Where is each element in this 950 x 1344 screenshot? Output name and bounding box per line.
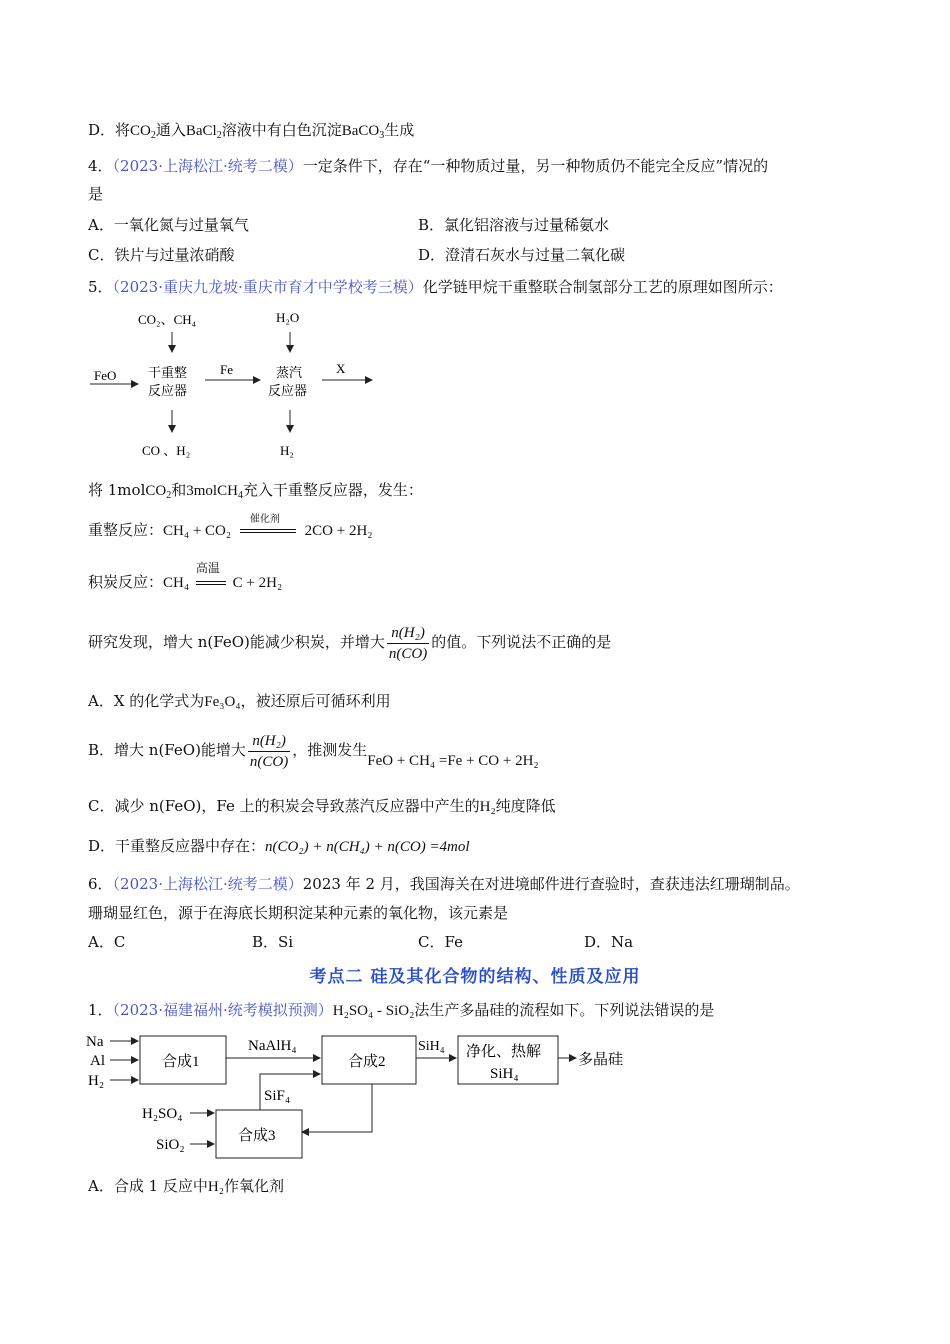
q5-source: （2023·重庆九龙坡·重庆市育才中学校考三模） xyxy=(112,278,423,296)
q5-option-d: D．干重整反应器中存在：n(CO₂) + n(CH₄) + n(CO) =4mol xyxy=(88,837,470,855)
flow-box1-label: 合成1 xyxy=(162,1054,200,1070)
q5-option-b: B．增大 n(FeO)能增大 $\frac{\text{n(H₂)}}{n(CO)}$ ，推测发生FeO + CH₄ =Fe + CO + 2H₂ xyxy=(88,732,539,770)
q5-option-c: C．减少 n(FeO)，Fe 上的积炭会导致蒸汽反应器中产生的H₂纯度降低 xyxy=(88,797,556,815)
q5-reaction-carbon: 积炭反应：CH₄ 高温 C + 2H₂ xyxy=(88,561,283,591)
flow-al: Al xyxy=(90,1053,105,1069)
q5-reactor2-line1: 蒸汽 xyxy=(276,365,303,380)
s2q1-option-a: A．合成 1 反应中H₂作氧化剂 xyxy=(88,1177,284,1195)
q5-finding: 研究发现，增大 n(FeO)能减少积炭，并增大 $\frac{\text{n(H₂)}}{n(CO)}$ 的值。下列说法不正确的是 xyxy=(88,624,612,662)
q5-reaction-reforming: 重整反应：CH₄ + CO₂ 催化剂 2CO + 2H₂ xyxy=(88,514,373,539)
q5-catalyst-arrow: 催化剂 xyxy=(236,520,300,540)
q6-option-d: D．Na xyxy=(584,933,634,951)
s2q1-stem: 1．（2023·福建福州·统考模拟预测）H₂SO₄ - SiO₂法生产多晶硅的流程如下。下列说法错误的是 xyxy=(88,1001,715,1019)
q5-feo-label: FeO xyxy=(94,368,117,383)
q3-option-d: D．将$CO_2$通入BaCl$_2$溶液中有白色沉淀BaCO$_3$生成 xyxy=(88,121,415,141)
s2q1-source: （2023·福建福州·统考模拟预测） xyxy=(112,1001,333,1019)
flow-box3-label: 合成3 xyxy=(238,1128,276,1144)
section-title: 考点二 硅及其化合物的结构、性质及应用 xyxy=(309,967,641,987)
baco3-formula: BaCO$_3$ xyxy=(341,123,385,141)
flow-h2so4: H₂SO₄ xyxy=(142,1106,183,1122)
flow-na: Na xyxy=(86,1034,104,1050)
q5-high-temp-equals: 高温 xyxy=(194,572,228,592)
q4-option-a: A．一氧化氮与过量氧气 xyxy=(88,216,249,234)
q6-option-b: B．Si xyxy=(252,933,294,951)
flow-h2: H₂ xyxy=(88,1073,105,1089)
flow-naalh4: NaAlH₄ xyxy=(248,1038,297,1054)
q5-reactor2-line2: 反应器 xyxy=(268,383,308,398)
q5-fe-label: Fe xyxy=(220,362,233,377)
q6-stem: 6．（2023·上海松江·统考二模）2023 年 2 月，我国海关在对进境邮件进行查验时，查获违法红珊瑚制品。 xyxy=(88,875,800,893)
flow-sih4: SiH₄ xyxy=(418,1039,445,1054)
q6-option-a: A．C xyxy=(88,933,126,951)
q4-stem-cont: 是 xyxy=(88,185,104,203)
flow-product: 多晶硅 xyxy=(578,1052,624,1068)
q5-reactor1-line2: 反应器 xyxy=(148,383,188,398)
q4-option-b: B．氯化铝溶液与过量稀氨水 xyxy=(418,216,610,234)
q5-input-co2-ch4: CO₂、CH₄ xyxy=(138,312,197,327)
q4-source: （2023·上海松江·统考二模） xyxy=(112,157,303,175)
co2-formula: $CO_2$ xyxy=(130,123,156,141)
q6-source: （2023·上海松江·统考二模） xyxy=(112,875,303,893)
q5-process-diagram xyxy=(80,302,400,467)
q5-option-a: A．X 的化学式为Fe₃O₄，被还原后可循环利用 xyxy=(88,692,391,710)
q4-option-d: D．澄清石灰水与过量二氧化碳 xyxy=(418,246,626,264)
flow-sio2: SiO₂ xyxy=(156,1137,185,1153)
q5-feed-text: 将 1molCO$_2$和3molCH$_4$充入干重整反应器，发生： xyxy=(88,481,423,501)
flow-box4-line1: 净化、热解 xyxy=(466,1044,542,1060)
q4-stem: 4．（2023·上海松江·统考二模）一定条件下，存在“一种物质过量，另一种物质仍不能完全反应”情况的 xyxy=(88,157,769,175)
flow-box2-label: 合成2 xyxy=(348,1054,386,1070)
h2-co-ratio-fraction-b: $\frac{\text{n(H₂)}}{n(CO)}$ xyxy=(249,732,289,770)
flow-box4-line2: SiH₄ xyxy=(490,1066,519,1082)
q5-output-co-h2: CO 、H₂ xyxy=(142,443,191,458)
q6-option-c: C．Fe xyxy=(418,933,463,951)
q5-output-h2: H₂ xyxy=(280,443,294,458)
bacl2-formula: BaCl$_2$ xyxy=(185,123,222,141)
s2q1-flow-diagram xyxy=(80,1028,640,1168)
q5-x-label: X xyxy=(336,361,346,376)
q5-stem: 5．（2023·重庆九龙坡·重庆市育才中学校考三模）化学链甲烷干重整联合制氢部分工艺的原理如图所示： xyxy=(88,278,783,296)
q5-reactor1-line1: 干重整 xyxy=(148,365,188,380)
q5-input-h2o: H₂O xyxy=(276,310,300,325)
q4-option-c: C．铁片与过量浓硝酸 xyxy=(88,246,235,264)
flow-sif4: SiF₄ xyxy=(264,1088,291,1104)
q6-stem-cont: 珊瑚显红色，源于在海底长期积淀某种元素的氧化物，该元素是 xyxy=(88,904,509,922)
h2-co-ratio-fraction: $\frac{\text{n(H₂)}}{n(CO)}$ xyxy=(388,624,428,662)
